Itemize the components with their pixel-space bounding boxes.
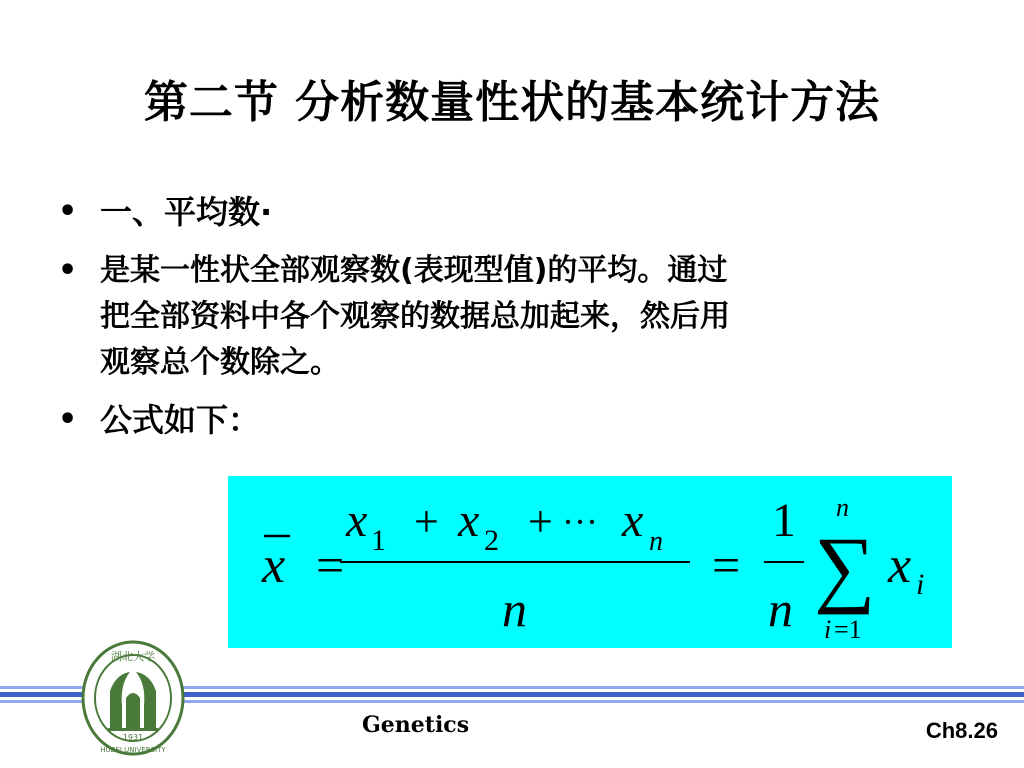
bullet-item-mean — [58, 188, 978, 236]
university-seal-icon — [80, 636, 186, 758]
subscript-1: 1 — [371, 524, 386, 557]
footer-course: Genetics — [362, 712, 470, 738]
subscript-2: 2 — [484, 524, 499, 557]
bullet-line: 把全部资料中各个观察的数据总加起来，然后用 — [100, 299, 730, 334]
subscript-n: n — [649, 526, 663, 557]
bullet-line: 观察总个数除之。 — [100, 345, 340, 380]
footer-page-number: Ch8.26 — [925, 718, 998, 743]
logo-bottom-text: HUBEI UNIVERSITY — [100, 746, 166, 754]
sigma-symbol: ∑ — [814, 519, 876, 615]
bullet-marker: • — [58, 253, 78, 288]
plus-sign: + — [528, 497, 553, 546]
term-xi: x — [888, 537, 912, 594]
bullet-marker: • — [58, 194, 78, 229]
term-xn: x — [622, 494, 644, 547]
logo-top-text: 湖北大学 — [111, 650, 155, 663]
numerator-one: 1 — [772, 494, 796, 547]
equals-sign: = — [712, 537, 741, 593]
bullet-item-formula — [58, 396, 978, 444]
mean-symbol: x — [262, 537, 286, 594]
slide-title: 第二节 分析数量性状的基本统计方法 — [143, 77, 881, 128]
bullet-item-definition — [58, 248, 978, 386]
bullet-text: 公式如下： — [100, 401, 261, 439]
bullet-text — [100, 248, 978, 386]
logo-year: 1931 — [122, 733, 144, 742]
bullet-text: 一、平均数· — [100, 193, 273, 231]
plus-sign: + — [414, 497, 439, 546]
mean-formula-box — [228, 476, 952, 648]
bullet-line: 是某一性状全部观察数(表现型值)的平均。通过 — [100, 253, 728, 288]
bullet-list — [58, 188, 978, 456]
university-logo — [80, 636, 186, 758]
equals-sign: = — [316, 537, 345, 593]
subscript-i: i — [916, 568, 925, 601]
bullet-marker: • — [58, 402, 78, 437]
denominator-n: n — [768, 581, 793, 637]
sum-lower-value: =1 — [834, 615, 862, 644]
mean-formula — [228, 476, 952, 648]
term-x2: x — [458, 494, 480, 547]
sum-upper-limit: n — [836, 493, 849, 522]
ellipsis: ··· — [562, 502, 598, 542]
denominator-n: n — [502, 581, 527, 637]
term-x1: x — [346, 494, 368, 547]
sum-lower-index: i — [824, 615, 832, 644]
